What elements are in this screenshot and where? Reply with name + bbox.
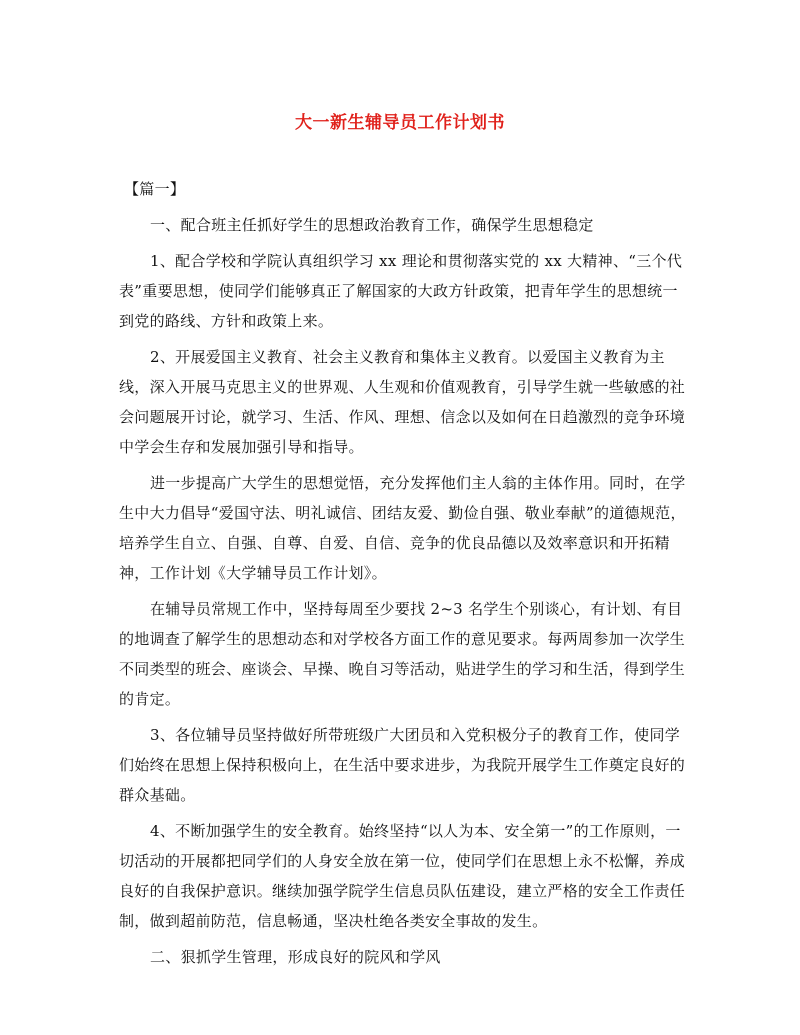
document-title: 大一新生辅导员工作计划书 [295,113,505,133]
section-heading-1: 一、配合班主任抓好学生的思想政治教育工作，确保学生思想稳定 [150,216,594,234]
paragraph-5: 3、各位辅导员坚持做好所带班级广大团员和入党积极分子的教育工作，使同学们始终在思想上保持积极向上，在生活中要求进步，为我院开展学生工作奠定良好的群众基础。 [119,726,686,804]
paragraph-1: 1、配合学校和学院认真组织学习 xx 理论和贯彻落实党的 xx 大精神、“三个代表”重要思想，使同学们能够真正了解国家的大政方针政策，把青年学生的思想统一到党的路线、方针和政策上来。 [119,252,683,330]
section-marker: 【篇一】 [124,180,186,198]
paragraph-3: 进一步提高广大学生的思想觉悟，充分发挥他们主人翁的主体作用。同时，在学生中大力倡导“爱国守法、明礼诚信、团结友爱、勤俭自强、敬业奉献”的道德规范，培养学生自立、自强、自尊、自爱、自信、竞争的优良品德以及效率意识和开拓精神，工作计划《大学辅导员工作计划》。 [119,474,686,582]
paragraph-2: 2、开展爱国主义教育、社会主义教育和集体主义教育。以爱国主义教育为主线，深入开展马克思主义的世界观、人生观和价值观教育，引导学生就一些敏感的社会问题展开讨论，就学习、生活、作风、理想、信念以及如何在日趋激烈的竞争环境中学会生存和发展加强引导和指导。 [119,348,686,456]
document-body [119,174,687,978]
paragraph-4: 在辅导员常规工作中，坚持每周至少要找 2~3 名学生个别谈心，有计划、有目的地调查了解学生的思想动态和对学校各方面工作的意见要求。每两周参加一次学生不同类型的班会、座谈会、早操、晚自习等活动，贴进学生的学习和生活，得到学生的肯定。 [119,600,686,708]
section-heading-2: 二、狠抓学生管理，形成良好的院风和学风 [150,948,441,966]
paragraph-6: 4、不断加强学生的安全教育。始终坚持“以人为本、安全第一”的工作原则，一切活动的开展都把同学们的人身安全放在第一位，使同学们在思想上永不松懈，养成良好的自我保护意识。继续加强学院学生信息员队伍建设，建立严格的安全工作责任制，做到超前防范，信息畅通，坚决杜绝各类安全事故的发生。 [119,822,686,930]
